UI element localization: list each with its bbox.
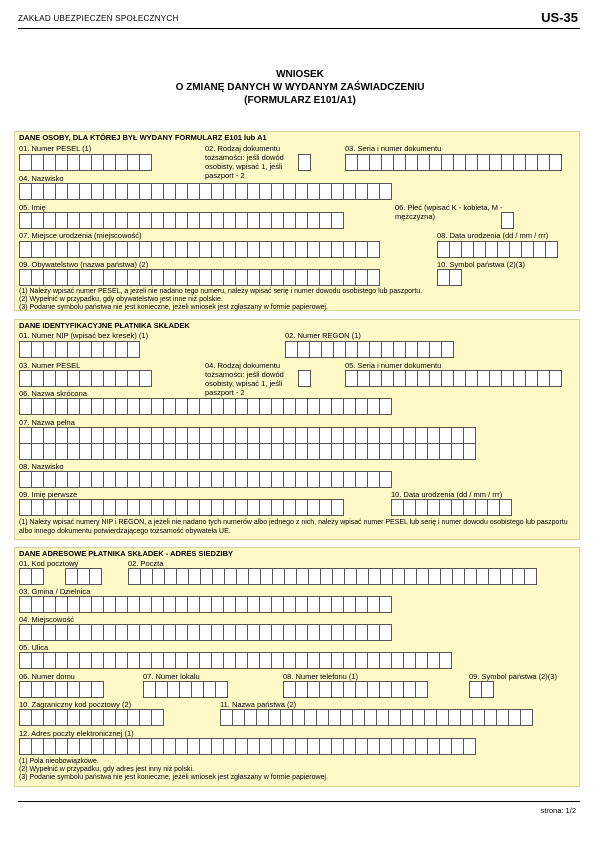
s2-regon-input[interactable] [285, 341, 453, 358]
s3-street-label: 05. Ulica [19, 643, 49, 652]
form-title-2: O ZMIANĘ DANYCH W WYDANYM ZAŚWIADCZENIU [175, 82, 425, 93]
s3-email-input[interactable] [19, 738, 475, 755]
input-cell[interactable] [524, 568, 537, 585]
s3-country-symbol-label: 09. Symbol państwa (2)(3) [469, 672, 557, 681]
section-payer-address [14, 547, 580, 787]
s3-municipality-label: 03. Gmina / Dzielnica [19, 587, 91, 596]
input-cell[interactable] [379, 624, 392, 641]
input-cell[interactable] [549, 154, 562, 171]
s3-municipality-input[interactable] [19, 596, 391, 613]
s2-doctype-label: 04. Rodzaj dokumentu tożsamości: jeśli dowód osobisty, wpisać 1, jeśli paszport - 2 [205, 361, 284, 397]
s1-firstname-input[interactable] [19, 212, 343, 229]
s3-house-number-input[interactable] [19, 681, 103, 698]
input-cell[interactable] [139, 370, 152, 387]
s2-birthdate-input[interactable] [391, 499, 511, 516]
form-title-3: (FORMULARZ E101/A1) [244, 95, 356, 106]
s1-sex-label: 06. Płeć (wpisać K - kobieta, M - mężczyzna) [395, 203, 503, 221]
input-cell[interactable] [151, 709, 164, 726]
s2-surname-label: 08. Nazwisko [19, 462, 64, 471]
s1-citizenship-input[interactable] [19, 269, 379, 286]
input-cell[interactable] [298, 370, 311, 387]
s3-email-label: 12. Adres poczty elektronicznej (1) [19, 729, 134, 738]
s1-pesel-label: 01. Numer PESEL (1) [19, 144, 92, 153]
s2-regon-label: 02. Numer REGON (1) [285, 331, 361, 340]
s1-note-2: (2) Wypełnić w przypadku, gdy obywatelstwo jest inne niż polskie. [19, 296, 223, 303]
s3-note-2: (2) Wypełnić w przypadku, gdy adres jest inny niż polski. [19, 766, 195, 773]
s3-post-office-input[interactable] [128, 568, 536, 585]
input-cell[interactable] [441, 341, 454, 358]
input-cell[interactable] [139, 154, 152, 171]
input-cell[interactable] [367, 241, 380, 258]
s2-birthdate-label: 10. Data urodzenia (dd / mm / rrr) [391, 490, 503, 499]
s2-fullname-input-1[interactable] [19, 427, 475, 444]
input-cell[interactable] [463, 443, 476, 460]
s2-firstname-input[interactable] [19, 499, 343, 516]
s1-sex-input[interactable] [501, 212, 513, 229]
s3-foreign-postcode-label: 10. Zagraniczny kod pocztowy (2) [19, 700, 132, 709]
input-cell[interactable] [31, 568, 44, 585]
s1-note-3: (3) Podanie symbolu państwa nie jest konieczne, jeżeli wniosek jest zgłaszany w formie papierowej. [19, 304, 328, 311]
s1-surname-input[interactable] [19, 183, 391, 200]
input-cell[interactable] [449, 269, 462, 286]
s1-doctype-label: 02. Rodzaj dokumentu tożsamości: jeśli dowód osobisty, wpisać 1, jeśli paszport - 2 [205, 144, 284, 180]
s3-locality-input[interactable] [19, 624, 391, 641]
s2-nip-label: 01. Numer NIP (wpisać bez kresek) (1) [19, 331, 149, 340]
header-rule [18, 28, 580, 29]
input-cell[interactable] [127, 341, 140, 358]
s1-citizenship-label: 09. Obywatelstwo (nazwa państwa) (2) [19, 260, 149, 269]
s2-docnum-input[interactable] [345, 370, 561, 387]
input-cell[interactable] [89, 568, 102, 585]
section2-title: DANE IDENTYFIKACYJNE PŁATNIKA SKŁADEK [19, 321, 190, 330]
input-cell[interactable] [520, 709, 533, 726]
s2-surname-input[interactable] [19, 471, 391, 488]
s3-locality-label: 04. Miejscowość [19, 615, 75, 624]
s1-firstname-label: 05. Imię [19, 203, 46, 212]
s2-pesel-label: 03. Numer PESEL [19, 361, 81, 370]
input-cell[interactable] [91, 681, 104, 698]
input-cell[interactable] [415, 681, 428, 698]
input-cell[interactable] [379, 471, 392, 488]
s1-country-symbol-label: 10. Symbol państwa (2)(3) [437, 260, 525, 269]
s3-note-1: (1) Pola nieobowiązkowe. [19, 758, 99, 765]
s2-pesel-input[interactable] [19, 370, 151, 387]
input-cell[interactable] [379, 398, 392, 415]
s2-shortname-input[interactable] [19, 398, 391, 415]
s2-docnum-label: 05. Seria i numer dokumentu [345, 361, 442, 370]
s3-phone-input[interactable] [283, 681, 427, 698]
s2-fullname-input-2[interactable] [19, 443, 475, 460]
s1-birthplace-label: 07. Miejsce urodzenia (miejscowość) [19, 231, 142, 240]
s1-birthdate-label: 08. Data urodzenia (dd / mm / rrr) [437, 231, 549, 240]
s3-postcode-label: 01. Kod pocztowy [19, 559, 79, 568]
s1-docnum-label: 03. Seria i numer dokumentu [345, 144, 442, 153]
s1-surname-label: 04. Nazwisko [19, 174, 64, 183]
page-number: strona: 1/2 [540, 806, 576, 815]
s1-note-1: (1) Należy wpisać numer PESEL, a jeżeli nie nadano tego numeru, należy wpisać serię i numer dowodu osobistego lub paszportu. [19, 288, 423, 295]
input-cell[interactable] [545, 241, 558, 258]
input-cell[interactable] [481, 681, 494, 698]
s3-country-name-label: 11. Nazwa państwa (2) [220, 700, 297, 709]
s3-post-office-label: 02. Poczta [128, 559, 164, 568]
section3-title: DANE ADRESOWE PŁATNIKA SKŁADEK - ADRES SIEDZIBY [19, 549, 234, 558]
form-code: US-35 [541, 10, 578, 25]
s3-street-input[interactable] [19, 652, 451, 669]
s3-postcode-input-a[interactable] [19, 568, 43, 585]
input-cell[interactable] [439, 652, 452, 669]
s2-firstname-label: 09. Imię pierwsze [19, 490, 78, 499]
s3-apartment-number-input[interactable] [143, 681, 227, 698]
section-payer-identification [14, 319, 580, 540]
input-cell[interactable] [379, 596, 392, 613]
s2-shortname-label: 06. Nazwa skrócona [19, 389, 87, 398]
s1-docnum-input[interactable] [345, 154, 561, 171]
s3-country-symbol-input[interactable] [469, 681, 493, 698]
s3-note-3: (3) Podanie symbolu państwa nie jest konieczne, jeżeli wniosek jest zgłaszany w formie papierowej. [19, 774, 328, 781]
s2-note-1: (1) Należy wpisać numery NIP i REGON, a jeżeli nie nadano tych numerów albo jednego z nich, należy wpisać numer PESEL lub serię i numer dowodu osobistego lub paszportu albo innego dokumentu potwierdzającego tożsamość obywatela UE. [19, 519, 568, 535]
section-person-data [14, 131, 580, 311]
s3-postcode-input-b[interactable] [65, 568, 101, 585]
input-cell[interactable] [331, 499, 344, 516]
input-cell[interactable] [463, 738, 476, 755]
input-cell[interactable] [379, 183, 392, 200]
s3-phone-label: 08. Numer telefonu (1) [283, 672, 359, 681]
s3-apartment-number-label: 07. Numer lokalu [143, 672, 200, 681]
s1-birthplace-input[interactable] [19, 241, 379, 258]
footer-rule [18, 801, 580, 802]
s3-house-number-label: 06. Numer domu [19, 672, 75, 681]
s3-country-name-input[interactable] [220, 709, 532, 726]
input-cell[interactable] [549, 370, 562, 387]
s1-birthdate-input[interactable] [437, 241, 557, 258]
s2-doctype-input[interactable] [298, 370, 310, 387]
input-cell[interactable] [367, 269, 380, 286]
s1-pesel-input[interactable] [19, 154, 151, 171]
s2-fullname-label: 07. Nazwa pełna [19, 418, 75, 427]
input-cell[interactable] [501, 212, 514, 229]
input-cell[interactable] [331, 212, 344, 229]
s2-nip-input[interactable] [19, 341, 139, 358]
input-cell[interactable] [499, 499, 512, 516]
s1-doctype-input[interactable] [298, 154, 310, 171]
institution-name: ZAKŁAD UBEZPIECZEŃ SPOŁECZNYCH [18, 14, 179, 23]
section1-title: DANE OSOBY, DLA KTÓREJ BYŁ WYDANY FORMULARZ E101 lub A1 [19, 133, 267, 142]
form-title-1: WNIOSEK [276, 69, 324, 80]
input-cell[interactable] [215, 681, 228, 698]
input-cell[interactable] [298, 154, 311, 171]
input-cell[interactable] [463, 427, 476, 444]
s3-foreign-postcode-input[interactable] [19, 709, 163, 726]
s1-country-symbol-input[interactable] [437, 269, 461, 286]
